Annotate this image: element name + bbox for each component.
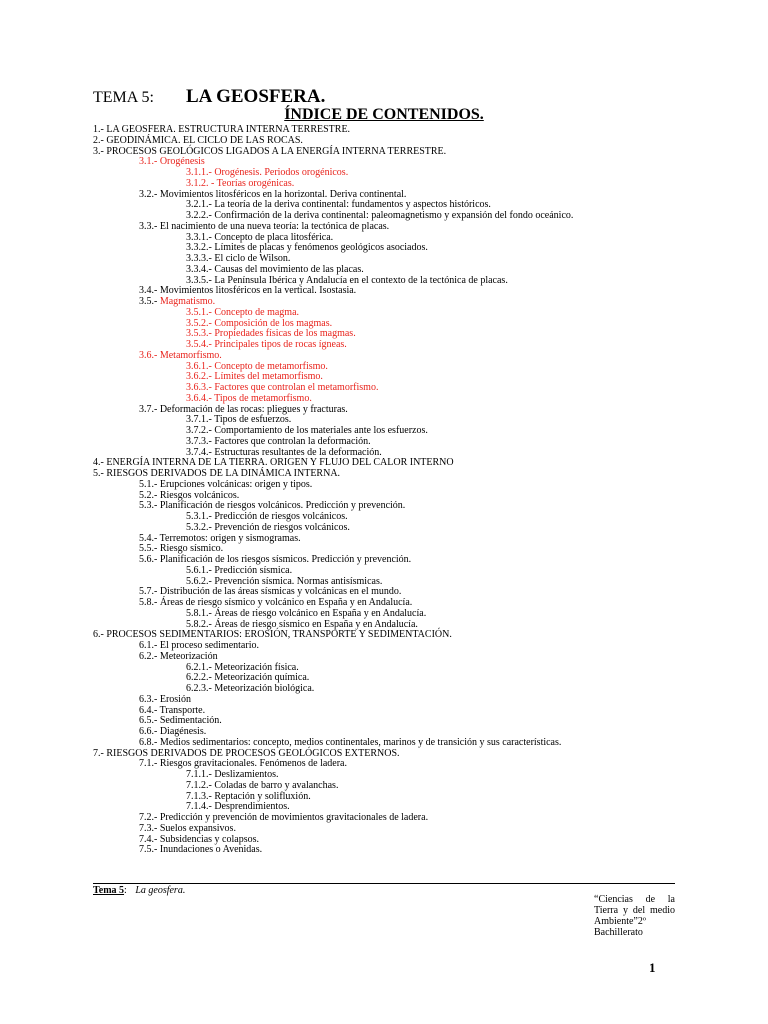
toc-item-level-2: 5.6.- Planificación de los riesgos sísmicos. Predicción y prevención. — [139, 554, 412, 565]
toc-item-level-3: 7.1.2.- Coladas de barro y avalanchas. — [186, 779, 339, 791]
toc-item-level-2: 7.3.- Suelos expansivos. — [139, 822, 236, 834]
toc-item-level-3: 7.1.1.- Deslizamientos. — [186, 769, 279, 780]
toc-item-level-3: 3.3.4.- Causas del movimiento de las placas. — [186, 263, 364, 275]
toc-item-level-2: 7.2.- Predicción y prevención de movimientos gravitacionales de ladera. — [139, 812, 429, 823]
toc-item-level-3: 3.5.1.- Concepto de magma. — [186, 306, 300, 318]
toc-item-level-3: 3.6.3.- Factores que controlan el metamorfismo. — [186, 382, 379, 393]
toc-item-level-3: 3.2.1.- La teoría de la deriva continental: fundamentos y aspectos históricos. — [186, 199, 491, 211]
toc-item-level-2: 3.1.- Orogénesis — [139, 156, 205, 168]
toc-item-level-2: 6.2.- Meteorización — [139, 650, 218, 662]
page-number: 1 — [649, 960, 656, 975]
toc-item-level-3: 3.3.5.- La Península Ibérica y Andalucía en el contexto de la tectónica de placas. — [186, 274, 508, 286]
footer-left — [93, 885, 185, 896]
toc-item-level-2: 5.2.- Riesgos volcánicos. — [139, 489, 240, 501]
toc-item-level-1: 5.- RIESGOS DERIVADOS DE LA DINÁMICA INTERNA. — [93, 468, 341, 479]
toc-item-level-3: 5.6.2.- Prevención sísmica. Normas antisísmicas. — [186, 575, 383, 587]
toc-item-level-1: 4.- ENERGÍA INTERNA DE LA TIERRA. ORIGEN Y FLUJO DEL CALOR INTERNO — [93, 457, 454, 469]
toc-item-level-2: 3.7.- Deformación de las rocas: pliegues y fracturas. — [139, 403, 348, 415]
toc-item-level-2: 6.5.- Sedimentación. — [139, 715, 222, 727]
toc-item-level-3: 6.2.3.- Meteorización biológica. — [186, 683, 315, 694]
toc-item-level-3: 7.1.3.- Reptación y solifluxión. — [186, 790, 311, 802]
toc-item-level-3: 3.3.3.- El ciclo de Wilson. — [186, 253, 291, 264]
footer-tema: Tema 5 — [93, 885, 125, 896]
toc-item-level-3: 3.7.3.- Factores que controlan la deformación. — [186, 435, 371, 447]
toc-item-level-3: 3.5.4.- Principales tipos de rocas ígneas. — [186, 339, 347, 350]
toc-item-level-1: 2.- GEODINÁMICA. EL CICLO DE LAS ROCAS. — [93, 134, 303, 146]
index-heading: ÍNDICE DE CONTENIDOS. — [284, 106, 484, 123]
toc-item-level-2: 6.3.- Erosión — [139, 693, 191, 705]
footer-subject: La geosfera. — [135, 885, 186, 896]
table-of-contents — [93, 125, 693, 856]
toc-item-level-1: 1.- LA GEOSFERA. ESTRUCTURA INTERNA TERRESTRE. — [93, 124, 351, 135]
toc-item-level-1: 6.- PROCESOS SEDIMENTARIOS: EROSIÓN, TRANSPORTE Y SEDIMENTACIÓN. — [93, 629, 452, 641]
toc-item-level-2: 7.5.- Inundaciones o Avenidas. — [139, 844, 263, 856]
toc-item-level-3: 3.1.1.- Orogénesis. Periodos orogénicos. — [186, 167, 349, 178]
toc-item-level-2: 6.1.- El proceso sedimentario. — [139, 640, 259, 651]
toc-item-level-3: 3.7.1.- Tipos de esfuerzos. — [186, 414, 292, 426]
toc-item-level-3: 3.3.1.- Concepto de placa litosférica. — [186, 231, 334, 243]
toc-item-level-2: 3.2.- Movimientos litosféricos en la horizontal. Deriva continental. — [139, 188, 407, 200]
toc-item-level-2: 7.4.- Subsidencias y colapsos. — [139, 833, 259, 845]
toc-item-level-2 — [93, 297, 693, 308]
toc-item-number: 3.5.- — [139, 296, 160, 307]
toc-item-level-3: 3.6.1.- Concepto de metamorfismo. — [186, 360, 328, 372]
toc-item-level-3: 5.6.1.- Predicción sísmica. — [186, 564, 293, 576]
tema-label: TEMA 5: — [93, 89, 154, 106]
footer-divider — [93, 883, 675, 884]
toc-item-level-3: 5.8.2.- Áreas de riesgo sísmico en España y en Andalucía. — [186, 618, 418, 630]
toc-item-level-2: 6.4.- Transporte. — [139, 704, 206, 716]
toc-item-level-3: 3.1.2. - Teorías orogénicas. — [186, 177, 295, 189]
toc-item-level-2: 5.7.- Distribución de las áreas sísmicas y volcánicas en el mundo. — [139, 586, 402, 598]
toc-item-level-2: 5.1.- Erupciones volcánicas: origen y tipos. — [139, 478, 313, 490]
footer-tema-colon: : — [124, 885, 127, 896]
toc-item-level-1: 3.- PROCESOS GEOLÓGICOS LIGADOS A LA ENERGÍA INTERNA TERRESTRE. — [93, 145, 447, 157]
toc-item-level-3: 3.7.2.- Comportamiento de los materiales ante los esfuerzos. — [186, 425, 428, 436]
toc-item-level-2: 5.5.- Riesgo sísmico. — [139, 543, 224, 555]
toc-item-level-3: 3.6.2.- Límites del metamorfismo. — [186, 371, 323, 383]
toc-item-level-3: 5.8.1.- Áreas de riesgo volcánico en España y en Andalucía. — [186, 607, 427, 619]
toc-item-level-2: 6.6.- Diagénesis. — [139, 726, 207, 737]
toc-item-level-3: 5.3.1.- Predicción de riesgos volcánicos. — [186, 511, 348, 522]
toc-item-level-2: 5.3.- Planificación de riesgos volcánicos. Predicción y prevención. — [139, 500, 406, 512]
page-title: LA GEOSFERA. — [186, 86, 326, 107]
toc-item-label: Magmatismo. — [159, 296, 216, 307]
toc-item-level-3: 3.5.3.- Propiedades físicas de los magmas. — [186, 328, 356, 340]
toc-item-level-3: 3.5.2.- Composición de los magmas. — [186, 317, 333, 329]
toc-item-level-3: 6.2.1.- Meteorización física. — [186, 661, 299, 673]
footer-course: “Ciencias de la Tierra y del medio Ambiente”2º Bachillerato — [594, 894, 675, 938]
toc-item-level-3: 3.3.2.- Límites de placas y fenómenos geológicos asociados. — [186, 242, 428, 254]
toc-item-level-3: 3.6.4.- Tipos de metamorfismo. — [186, 392, 312, 404]
toc-item-level-2: 7.1.- Riesgos gravitacionales. Fenómenos de ladera. — [139, 758, 347, 770]
toc-item-level-1: 7.- RIESGOS DERIVADOS DE PROCESOS GEOLÓGICOS EXTERNOS. — [93, 747, 400, 759]
toc-item-level-3: 7.1.4.- Desprendimientos. — [186, 801, 290, 813]
toc-item-level-2: 3.3.- El nacimiento de una nueva teoría: la tectónica de placas. — [139, 220, 390, 232]
toc-item-level-2: 5.4.- Terremotos: origen y sismogramas. — [139, 532, 301, 544]
toc-item-level-2: 3.4.- Movimientos litosféricos en la vertical. Isostasia. — [139, 285, 357, 297]
toc-item-level-3: 5.3.2.- Prevención de riesgos volcánicos. — [186, 521, 350, 533]
toc-item-level-2: 5.8.- Áreas de riesgo sísmico y volcánico en España y en Andalucía. — [139, 597, 413, 608]
toc-item-level-3: 3.7.4.- Estructuras resultantes de la deformación. — [186, 446, 382, 458]
toc-item-level-3: 6.2.2.- Meteorización química. — [186, 672, 310, 684]
toc-item-level-2: 6.8.- Medios sedimentarios: concepto, medios continentales, marinos y de transición y sus características. — [139, 736, 562, 748]
toc-item-level-3: 3.2.2.- Confirmación de la deriva continental: paleomagnetismo y expansión del fondo oceánico. — [186, 210, 574, 221]
toc-item-level-2: 3.6.- Metamorfismo. — [139, 349, 222, 361]
